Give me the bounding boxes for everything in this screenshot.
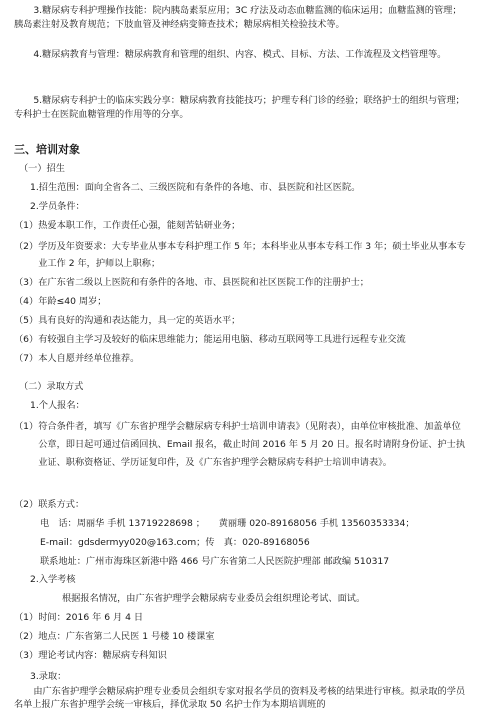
part-2-title: （二）录取方式 xyxy=(19,381,84,392)
enrollment-scope: 1.招生范围：面向全省各二、三级医院和有条件的各地、市、县医院和社区医院。 xyxy=(30,182,361,193)
exam-item xyxy=(14,611,468,624)
exam-text: 时间：2016 年 6 月 4 日 xyxy=(38,612,144,623)
admission-title: 3.录取： xyxy=(30,671,67,682)
exam-text: 地点：广东省第二人民医 1 号楼 10 楼课室 xyxy=(38,631,215,642)
condition-num: （7） xyxy=(14,353,39,364)
personal-signup-title: 1.个人报名： xyxy=(30,400,85,411)
condition-item xyxy=(14,238,468,272)
condition-text: 学历及年资要求：大专毕业从事本专科护理工作 5 年；本科毕业从事本专科工作 3 年；硕士毕业从事本专业工作 2 年，护师以上职称； xyxy=(38,241,466,269)
signup-text: 符合条件者，填写《广东省护理学会糖尿病专科护士培训申请表》（见附表），由单位审核批准、加盖单位公章，即日起可通过信函回执、Email 报名，截止时间 2016 年 5 月 20 日。报名时请附身份证、护士执业证、职称资格证、学历证复印件，及《广东省护理学会糖尿病专科护士培训申请表》。 xyxy=(38,421,466,468)
entrance-exam-desc: 根据报名情况，由广东省护理学会糖尿病专业委员会组织理论考试、面试。 xyxy=(62,593,366,604)
exam-num: （3） xyxy=(14,650,39,661)
condition-num: （3） xyxy=(14,277,39,288)
condition-num: （1） xyxy=(14,220,39,231)
signup-item xyxy=(14,418,468,472)
contact-title: （2）联系方式： xyxy=(14,499,85,510)
part-1-title: （一）招生 xyxy=(19,163,65,174)
condition-num: （6） xyxy=(14,334,39,345)
condition-text: 有较强自主学习及较好的临床思维能力；能运用电脑、移动互联网等工具进行远程专业交流 xyxy=(38,334,406,345)
condition-num: （2） xyxy=(14,241,39,252)
exam-item xyxy=(14,630,468,643)
exam-text: 理论考试内容：糖尿病专科知识 xyxy=(38,650,167,661)
condition-text: 在广东省二级以上医院和有条件的各地、市、县医院和社区医院工作的注册护士； xyxy=(38,277,369,288)
entrance-exam-title: 2.入学考核 xyxy=(30,574,76,585)
exam-item xyxy=(14,649,468,662)
condition-text: 具有良好的沟通和表达能力，具一定的英语水平； xyxy=(38,315,241,326)
condition-num: （4） xyxy=(14,296,39,307)
conditions-title: 2.学员条件： xyxy=(30,201,85,212)
item-3-skills: 3.糖尿病专科护理操作技能：院内胰岛素泵应用；3C 疗法及动态血糖监测的临床运用；血糖监测的管理；胰岛素注射及教育规范；下肢血管及神经病变筛查技术；糖尿病相关检验技术等。 xyxy=(14,5,462,30)
section-3-title: 三、培训对象 xyxy=(14,143,80,156)
admission-desc: 由广东省护理学会糖尿病护理专业委员会组织专家对报名学员的资料及考核的结果进行审核。拟录取的学员名单上报广东省护理学会统一审核后，择优录取 50 名护士作为本期培训班的 xyxy=(14,686,466,710)
condition-item xyxy=(14,276,468,289)
contact-address: 联系地址：广州市海珠区新港中路 466 号广东省第二人民医院护理部 邮政编 510317 xyxy=(40,556,390,567)
signup-num: （1） xyxy=(14,421,39,432)
item-4-education: 4.糖尿病教育与管理：糖尿病教育和管理的组织、内容、模式、目标、方法、工作流程及文档管理等。 xyxy=(33,49,447,60)
condition-item xyxy=(14,352,468,365)
condition-text: 年龄≤40 周岁； xyxy=(38,296,107,307)
contact-email: E-mail：gdsdermyy020@163.com；传 真：020-89168056 xyxy=(40,537,310,548)
item-5-practice: 5.糖尿病专科护士的临床实践分享：糖尿病教育技能技巧；护理专科门诊的经验；联络护士的组织与管理；专科护士在医院血糖管理的作用等的分享。 xyxy=(14,95,465,120)
condition-item xyxy=(14,295,468,308)
condition-num: （5） xyxy=(14,315,39,326)
condition-text: 热爱本职工作，工作责任心强，能刻苦钻研业务； xyxy=(38,220,241,231)
condition-item xyxy=(14,219,468,232)
contact-phone: 电 话：周丽华 手机 13719228698 ； 黄丽珊 020-89168056 手机 13560353334； xyxy=(40,518,415,529)
condition-item xyxy=(14,333,468,346)
exam-num: （1） xyxy=(14,612,39,623)
condition-text: 本人自愿并经单位推荐。 xyxy=(38,353,140,364)
exam-num: （2） xyxy=(14,631,39,642)
condition-item xyxy=(14,314,468,327)
